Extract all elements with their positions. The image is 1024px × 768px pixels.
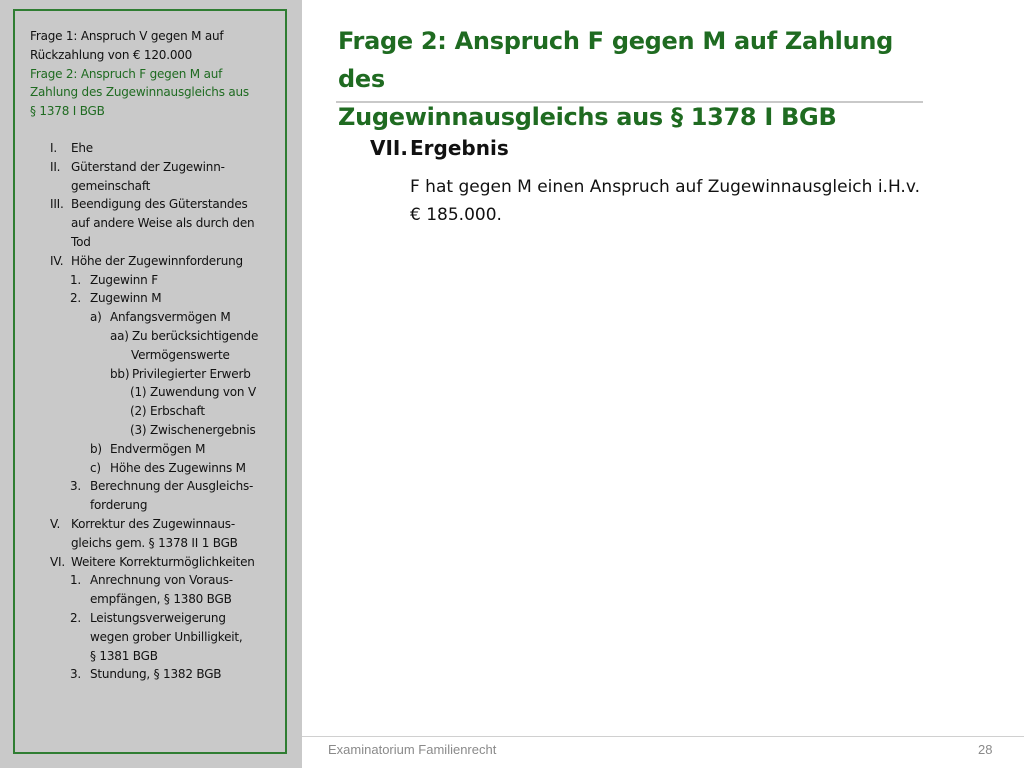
toc-item[interactable] (30, 628, 290, 647)
toc-item-text: Stundung, § 1382 BGB (90, 667, 222, 682)
toc-item[interactable] (30, 308, 290, 327)
toc-header-line[interactable]: § 1378 I BGB (30, 104, 105, 119)
toc-item-text: Leistungsverweigerung (90, 610, 226, 625)
toc-item[interactable] (30, 515, 290, 534)
toc-item[interactable] (30, 195, 290, 214)
toc-item-number: 3. (70, 479, 82, 494)
footer-course-title: Examinatorium Familienrecht (328, 742, 497, 757)
toc-item-number: a) (90, 310, 102, 325)
toc-item[interactable] (30, 665, 290, 684)
toc-item[interactable] (30, 346, 290, 365)
toc-item-number: c) (90, 460, 101, 475)
toc-item-text: empfängen, § 1380 BGB (90, 592, 232, 607)
toc-item-text: Anrechnung von Voraus- (90, 573, 233, 588)
footer-divider (302, 736, 1024, 737)
toc-item-number: I. (50, 140, 57, 155)
toc-item-number: VI. (50, 554, 65, 569)
toc-item-number: II. (50, 159, 61, 174)
toc-header-line[interactable]: Zahlung des Zugewinnausgleichs aus (30, 85, 249, 100)
toc-item-number: 1. (70, 573, 82, 588)
title-divider (336, 101, 923, 103)
toc-item[interactable] (30, 271, 290, 290)
section-heading (370, 136, 509, 160)
toc-item-text: wegen grober Unbilligkeit, (90, 629, 243, 644)
result-line-2: € 185.000. (410, 205, 502, 225)
toc-item-number: 2. (70, 610, 82, 625)
toc-item[interactable] (30, 553, 290, 572)
toc-item-text: Zwischenergebnis (150, 422, 256, 437)
toc-item[interactable] (30, 421, 290, 440)
toc-item-number: (3) (130, 422, 147, 437)
toc-header-line[interactable]: Frage 2: Anspruch F gegen M auf (30, 66, 223, 81)
toc-item[interactable] (30, 214, 290, 233)
toc-item-number: aa) (110, 328, 129, 343)
page-title-line-1: Frage 2: Anspruch F gegen M auf Zahlung des (338, 27, 894, 93)
toc-item-text: forderung (90, 498, 148, 513)
toc-item[interactable] (30, 647, 290, 666)
toc-item-text: Höhe der Zugewinnforderung (71, 253, 243, 268)
toc-item[interactable] (30, 477, 290, 496)
toc-item[interactable] (30, 496, 290, 515)
toc-item-text: Zugewinn F (90, 272, 158, 287)
toc-item[interactable] (30, 139, 290, 158)
page-number: 28 (978, 742, 993, 757)
toc-item[interactable] (30, 534, 290, 553)
toc-item-number: bb) (110, 366, 130, 381)
toc-item-number: (1) (130, 385, 147, 400)
toc-item[interactable] (30, 233, 290, 252)
toc-item[interactable] (30, 365, 290, 384)
toc-item-number: 1. (70, 272, 82, 287)
toc-item[interactable] (30, 289, 290, 308)
toc-item-text: Tod (71, 234, 91, 249)
toc-item[interactable] (30, 440, 290, 459)
toc-item-number: 3. (70, 667, 82, 682)
toc-item-text: gleichs gem. § 1378 II 1 BGB (71, 535, 238, 550)
toc-item-text: Privilegierter Erwerb (132, 366, 251, 381)
toc-item-text: Weitere Korrekturmöglichkeiten (71, 554, 255, 569)
section-label: Ergebnis (410, 136, 509, 160)
result-text (410, 173, 970, 229)
toc-item-text: Korrektur des Zugewinnaus- (71, 516, 235, 531)
toc-item-text: Zu berücksichtigende (132, 328, 259, 343)
toc-item-number: V. (50, 516, 61, 531)
toc-item-number: (2) (130, 404, 147, 419)
toc-header-line[interactable]: Frage 1: Anspruch V gegen M auf (30, 29, 224, 43)
toc-item-text: Zuwendung von V (150, 385, 256, 400)
result-line-1: F hat gegen M einen Anspruch auf Zugewinnausgleich i.H.v. (410, 177, 920, 197)
toc-item-text: Höhe des Zugewinns M (110, 460, 246, 475)
toc-item-text: Zugewinn M (90, 291, 162, 306)
toc-item-text: Berechnung der Ausgleichs- (90, 479, 254, 494)
toc-item[interactable] (30, 402, 290, 421)
toc-item[interactable] (30, 459, 290, 478)
toc-item[interactable] (30, 327, 290, 346)
page-title-line-2: Zugewinnausgleichs aus § 1378 I BGB (338, 103, 837, 131)
toc-header-line[interactable]: Rückzahlung von € 120.000 (30, 47, 193, 62)
toc-item[interactable] (30, 609, 290, 628)
section-number: VII. (370, 136, 408, 160)
toc-item[interactable] (30, 571, 290, 590)
toc-item-number: III. (50, 197, 64, 212)
toc-item-text: Vermögenswerte (131, 347, 230, 362)
toc-item-text: Endvermögen M (110, 441, 206, 456)
toc-item-number: IV. (50, 253, 64, 268)
table-of-contents (30, 27, 290, 684)
toc-item[interactable] (30, 252, 290, 271)
toc-item-text: Beendigung des Güterstandes (71, 197, 248, 212)
toc-item[interactable] (30, 158, 290, 177)
toc-item-number: b) (90, 441, 102, 456)
toc-item-text: Ehe (71, 140, 93, 155)
toc-item[interactable] (30, 383, 290, 402)
toc-item-text: Anfangsvermögen M (110, 310, 231, 325)
toc-item-text: gemeinschaft (71, 178, 151, 193)
toc-item-number: 2. (70, 291, 82, 306)
page-title (338, 22, 938, 136)
toc-item-text: auf andere Weise als durch den (71, 216, 255, 231)
toc-item[interactable] (30, 177, 290, 196)
toc-item-text: Güterstand der Zugewinn- (71, 159, 225, 174)
toc-item[interactable] (30, 590, 290, 609)
toc-item-text: § 1381 BGB (90, 648, 158, 663)
toc-spacer (30, 121, 290, 139)
toc-item-text: Erbschaft (150, 404, 205, 419)
